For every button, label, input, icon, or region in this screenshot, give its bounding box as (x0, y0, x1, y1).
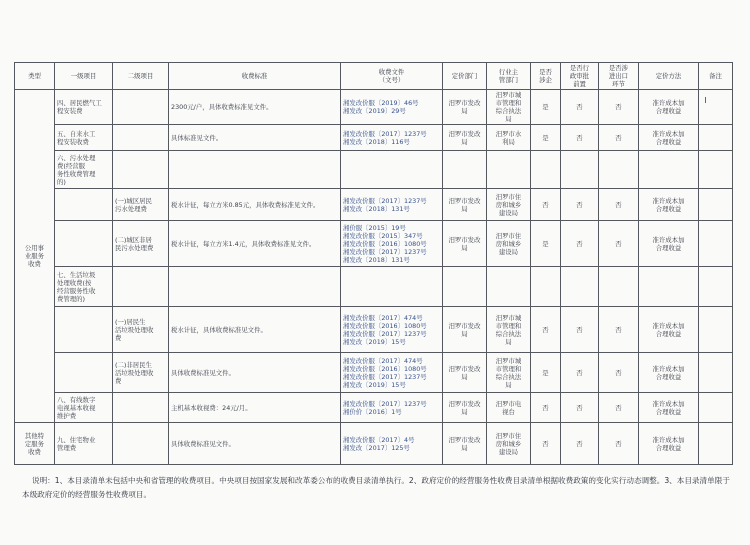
cell-import-export: 否 (599, 393, 639, 423)
cell-standard: 税水计征，具体收费标准见文件。 (169, 307, 341, 353)
cell-standard: 具体收费标准见文件。 (169, 353, 341, 393)
cell-pre-approval: 否 (561, 189, 599, 221)
cell-authority (487, 267, 531, 307)
cell-involve: 是 (531, 221, 561, 267)
cell-dept: 汨罗市发改 局 (443, 423, 487, 465)
header-involve: 是否 涉企 (531, 63, 561, 90)
cell-involve: 是 (531, 90, 561, 125)
cell-authority: 汨罗市住 房和城乡 建设局 (487, 189, 531, 221)
cell-involve: 是 (531, 125, 561, 151)
cell-level2 (113, 151, 169, 189)
cell-standard: 具体收费标准见文件。 (169, 423, 341, 465)
table-row (15, 307, 733, 353)
cell-level1: 五、自来水工 程安装收费 (55, 125, 113, 151)
cell-method (639, 151, 699, 189)
cell-import-export: 否 (599, 90, 639, 125)
cell-dept (443, 267, 487, 307)
cell-pre-approval: 否 (561, 393, 599, 423)
cell-method: 准许成本加 合理收益 (639, 125, 699, 151)
cell-doc: 湘发改价服〔2017〕1237号 湘发改〔2018〕116号 (341, 125, 443, 151)
cell-standard: 税水计征，每立方米1.4元，具体收费标准见文件。 (169, 221, 341, 267)
cell-level2 (113, 267, 169, 307)
cell-doc: 湘价服〔2015〕19号 湘发改价服〔2015〕347号 湘发改价服〔2016〕1080号 湘发改价服〔2017〕1237号 湘发改〔2018〕131号 (341, 221, 443, 267)
cell-method: 准许成本加 合理收益 (639, 189, 699, 221)
cell-pre-approval: 否 (561, 353, 599, 393)
pen-mark (705, 97, 706, 103)
cell-doc (341, 151, 443, 189)
cell-level1: 七、生活垃圾 处理收费(按 经营服务性收 费管理的) (55, 267, 113, 307)
cell-dept: 汨罗市发改 局 (443, 189, 487, 221)
header-level1: 一级项目 (55, 63, 113, 90)
cell-level1: 六、污水处理 费(经营服 务性收费管理 的) (55, 151, 113, 189)
cell-level1 (55, 307, 113, 353)
cell-pre-approval: 否 (561, 221, 599, 267)
cell-import-export: 否 (599, 189, 639, 221)
cell-dept: 汨罗市发改 局 (443, 221, 487, 267)
cell-standard: 2300元/户，具体收费标准见文件。 (169, 90, 341, 125)
cell-import-export: 否 (599, 353, 639, 393)
table-row (15, 189, 733, 221)
cell-import-export: 否 (599, 307, 639, 353)
cell-method: 准许成本加 合理收益 (639, 307, 699, 353)
cell-doc: 湘发改价服〔2017〕474号 湘发改价服〔2016〕1080号 湘发改价服〔2017〕1237号 湘发改〔2019〕15号 (341, 307, 443, 353)
cell-involve: 否 (531, 189, 561, 221)
footnote: 说明：1、本目录清单未包括中央和省管理的收费项目。中央项目按国家发展和改革委公布的收费目录清单执行。2、政府定价的经营服务性收费目录清单根据收费政策的变化实行动态调整。3、本目录清单限于本级政府定价的经营服务性收费项目。 (22, 476, 730, 500)
cell-involve: 否 (531, 307, 561, 353)
cell-level1: 四、居民燃气工 程安装费 (55, 90, 113, 125)
cell-dept: 汨罗市发改 局 (443, 125, 487, 151)
header-method: 定价方法 (639, 63, 699, 90)
fee-catalog-table (14, 62, 733, 465)
cell-authority: 汨罗市城 市管理和 综合执法 局 (487, 90, 531, 125)
cell-standard: 主机基本收视费：24元/月。 (169, 393, 341, 423)
table-row (15, 221, 733, 267)
header-dept: 定价部门 (443, 63, 487, 90)
cell-pre-approval: 否 (561, 125, 599, 151)
group-other-services: 其他特 定服务 收费 (15, 423, 55, 465)
cell-doc: 湘发改价服〔2017〕1237号 湘价价〔2016〕1号 (341, 393, 443, 423)
cell-method: 准许成本加 合理收益 (639, 90, 699, 125)
cell-method: 准许成本加 合理收益 (639, 353, 699, 393)
cell-import-export: 否 (599, 423, 639, 465)
cell-level2: (二)城区非居 民污水处理费 (113, 221, 169, 267)
cell-remark (699, 221, 733, 267)
cell-import-export (599, 151, 639, 189)
cell-doc: 湘发改价服〔2017〕1237号 湘发改〔2018〕131号 (341, 189, 443, 221)
cell-level2: (二)非居民生 活垃圾处理收 费 (113, 353, 169, 393)
cell-dept: 汨罗市发改 局 (443, 90, 487, 125)
cell-pre-approval: 否 (561, 423, 599, 465)
table-row (15, 423, 733, 465)
cell-doc (341, 267, 443, 307)
cell-remark (699, 125, 733, 151)
cell-remark (699, 90, 733, 125)
cell-authority: 汨罗市水 利局 (487, 125, 531, 151)
cell-doc: 湘发改价服〔2019〕46号 湘发改〔2019〕29号 (341, 90, 443, 125)
cell-level1: 八、有线数字 电视基本收视 维护费 (55, 393, 113, 423)
cell-import-export: 否 (599, 221, 639, 267)
cell-level1 (55, 221, 113, 267)
header-standard: 收费标准 (169, 63, 341, 90)
cell-level2 (113, 393, 169, 423)
cell-standard: 具体标准见文件。 (169, 125, 341, 151)
header-type: 类型 (15, 63, 55, 90)
cell-authority (487, 151, 531, 189)
cell-level2: (一)居民生 活垃圾处理收 费 (113, 307, 169, 353)
cell-remark (699, 151, 733, 189)
cell-method (639, 267, 699, 307)
table-row (15, 393, 733, 423)
cell-dept: 汨罗市发改 局 (443, 307, 487, 353)
cell-level2 (113, 423, 169, 465)
cell-standard (169, 151, 341, 189)
cell-authority: 汨罗市电 视台 (487, 393, 531, 423)
cell-pre-approval (561, 267, 599, 307)
cell-remark (699, 307, 733, 353)
header-authority: 行业主 管部门 (487, 63, 531, 90)
table-row (15, 125, 733, 151)
cell-standard (169, 267, 341, 307)
cell-involve: 是 (531, 353, 561, 393)
cell-remark (699, 267, 733, 307)
table-row (15, 353, 733, 393)
cell-remark (699, 189, 733, 221)
cell-authority: 汨罗市住 房和城乡 建设局 (487, 423, 531, 465)
cell-level1 (55, 189, 113, 221)
cell-dept (443, 151, 487, 189)
cell-doc: 湘发改价服〔2017〕474号 湘发改价服〔2016〕1080号 湘发改价服〔2017〕1237号 湘发改〔2019〕15号 (341, 353, 443, 393)
cell-involve: 否 (531, 423, 561, 465)
cell-doc: 湘发改价服〔2017〕4号 湘发改〔2017〕125号 (341, 423, 443, 465)
header-pre-approval: 是否行 政审批 前置 (561, 63, 599, 90)
cell-authority: 汨罗市城 市管理和 综合执法 局 (487, 307, 531, 353)
cell-import-export (599, 267, 639, 307)
table-header-row (15, 63, 733, 90)
cell-level1 (55, 353, 113, 393)
header-remark: 备注 (699, 63, 733, 90)
cell-pre-approval: 否 (561, 90, 599, 125)
group-public-utility: 公用事 业服务 收费 (15, 90, 55, 423)
cell-involve (531, 151, 561, 189)
table-row (15, 90, 733, 125)
cell-level2 (113, 90, 169, 125)
table-row (15, 267, 733, 307)
cell-involve (531, 267, 561, 307)
cell-method: 准许成本加 合理收益 (639, 423, 699, 465)
cell-remark (699, 353, 733, 393)
cell-pre-approval (561, 151, 599, 189)
table-row (15, 151, 733, 189)
header-doc: 收费文件 （文号） (341, 63, 443, 90)
cell-standard: 税水计征，每立方米0.85元，具体收费标准见文件。 (169, 189, 341, 221)
cell-level2: (一)城区居民 污水处理费 (113, 189, 169, 221)
cell-pre-approval: 否 (561, 307, 599, 353)
cell-remark (699, 423, 733, 465)
cell-import-export: 否 (599, 125, 639, 151)
cell-dept: 汨罗市发改 局 (443, 393, 487, 423)
cell-authority: 汨罗市住 房和城乡 建设局 (487, 221, 531, 267)
cell-authority: 汨罗市城 市管理和 综合执法 局 (487, 353, 531, 393)
header-import-export: 是否涉 进出口 环节 (599, 63, 639, 90)
cell-method: 准许成本加 合理收益 (639, 221, 699, 267)
cell-dept: 汨罗市发改 局 (443, 353, 487, 393)
cell-involve: 否 (531, 393, 561, 423)
cell-method: 准许成本加 合理收益 (639, 393, 699, 423)
cell-level2 (113, 125, 169, 151)
header-level2: 二级项目 (113, 63, 169, 90)
cell-remark (699, 393, 733, 423)
cell-level1: 九、住宅物业 管理费 (55, 423, 113, 465)
